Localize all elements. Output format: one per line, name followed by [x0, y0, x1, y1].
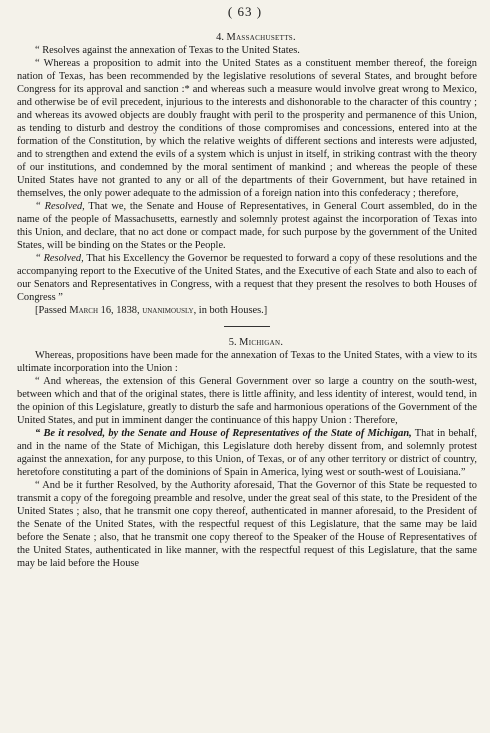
passed-unanimously: unanimously,: [139, 305, 197, 316]
resolution-paragraph-1: [17, 427, 477, 479]
resolve-title: “ Resolves against the annexation of Texas to the United States.: [35, 45, 300, 56]
resolved-lead: “ Resolved,: [35, 253, 84, 264]
section-michigan: [17, 336, 477, 570]
resolution-paragraph-2: [17, 252, 477, 304]
preamble-paragraph-2: “ And whereas, the extension of this General Government over so large a country on the south-west, between which and that of the original states, there is little affinity, and less identity of interest, would tend, in the opinion of this Legislature, greatly to disturb the safe and harmonious operations of the Government of the United States, and put in imminent danger the continuance of this happy Union : Therefore,: [17, 376, 477, 426]
resolution-text: That in behalf, and in the name of the State of Michigan, this Legislature doth hereby dissent from, and solemnly protest against the annexation, for any purpose, to this Union, of Texas, or of any other territory or district of country, heretofore constituting a part of the dominions of Spain in America, lying west or south-west of Louisiana.”: [17, 428, 478, 478]
section-title: Michigan.: [239, 337, 284, 348]
resolution-text: That his Excellency the Governor be requested to forward a copy of these resolutions and the accompanying report to the Executive of the United States, and the Executive of each State and also to each of our Senators and Representatives in Congress, with a request that they present the resolves to both Houses of Congress ”: [17, 253, 477, 303]
resolution-paragraph-2: “ And be it further Resolved, by the Authority aforesaid, That the Governor of this State be requested to transmit a copy of the foregoing preamble and resolve, under the great seal of this state, to the President of the United States ; also, that he transmit one copy thereof, authenticated in manner aforesaid, to the President of the Senate of the United States, with the respectful request of this Legislature, that the same may be laid before the Senate ; also, that he transmit one copy thereof to the Speaker of the House of Representatives of the United States, authenticated in like manner, with the respectful request of this Legislature, that the same may be laid before the House: [17, 480, 477, 569]
section-title: Massachusetts.: [226, 32, 296, 43]
section-number: 4.: [216, 32, 224, 43]
section-heading-michigan: [17, 336, 477, 349]
section-divider: [224, 326, 270, 327]
preamble-paragraph: “ Whereas a proposition to admit into the United States as a constituent member thereof, the foreign nation of Texas, has been recommended by the legislative resolutions of several States, and brought before Congress for its approval and sanction :* and whereas such a measure would involve great wrong to Mexico, and otherwise be of evil precedent, injurious to the interests and dishonorable to the character of this country ; and whereas its avowed objects are doubly fraught with peril to the prosperity and permanence of this Union, as tending to disturb and destroy the conditions of those compromises and concessions, entered into at the formation of the Constitution, by which the relative weights of different sections and interests were adjusted, and to strengthen and extend the evils of a system which is unjust in itself, in striking contrast with the theory of our institutions, and condemned by the moral sentiment of mankind ; and whereas the people of these United States have not granted to any or all of the departments of their Government, but have retained in themselves, the only power adequate to the admission of a foreign nation into this confederacy ; therefore,: [17, 58, 477, 199]
section-heading-massachusetts: [17, 31, 477, 44]
section-number: 5.: [228, 337, 237, 348]
passed-date: March 16, 1838,: [69, 305, 140, 316]
resolution-text: That we, the Senate and House of Representatives, in General Court assembled, do in the name of the people of Massachusetts, earnestly and solemnly protest against the incorporation of Texas into this Union, and declare, that no act done or compact made, for such purpose by the government of the United States, will be binding on the States or the People.: [17, 201, 477, 251]
resolved-lead: “ Be it resolved, by the Senate and House of Representatives of the State of Michigan,: [35, 428, 412, 439]
preamble-paragraph-1: Whereas, propositions have been made for the annexation of Texas to the United States, with a view to its ultimate incorporation into the Union :: [17, 350, 477, 374]
page-number: ( 63 ): [227, 4, 263, 19]
section-massachusetts: [17, 31, 477, 317]
resolved-lead: “ Resolved,: [35, 201, 85, 212]
document-body: [17, 31, 477, 570]
passed-note: [Passed March 16, 1838, unanimously, in both Houses.]: [35, 305, 268, 316]
resolution-paragraph-1: [17, 200, 477, 252]
